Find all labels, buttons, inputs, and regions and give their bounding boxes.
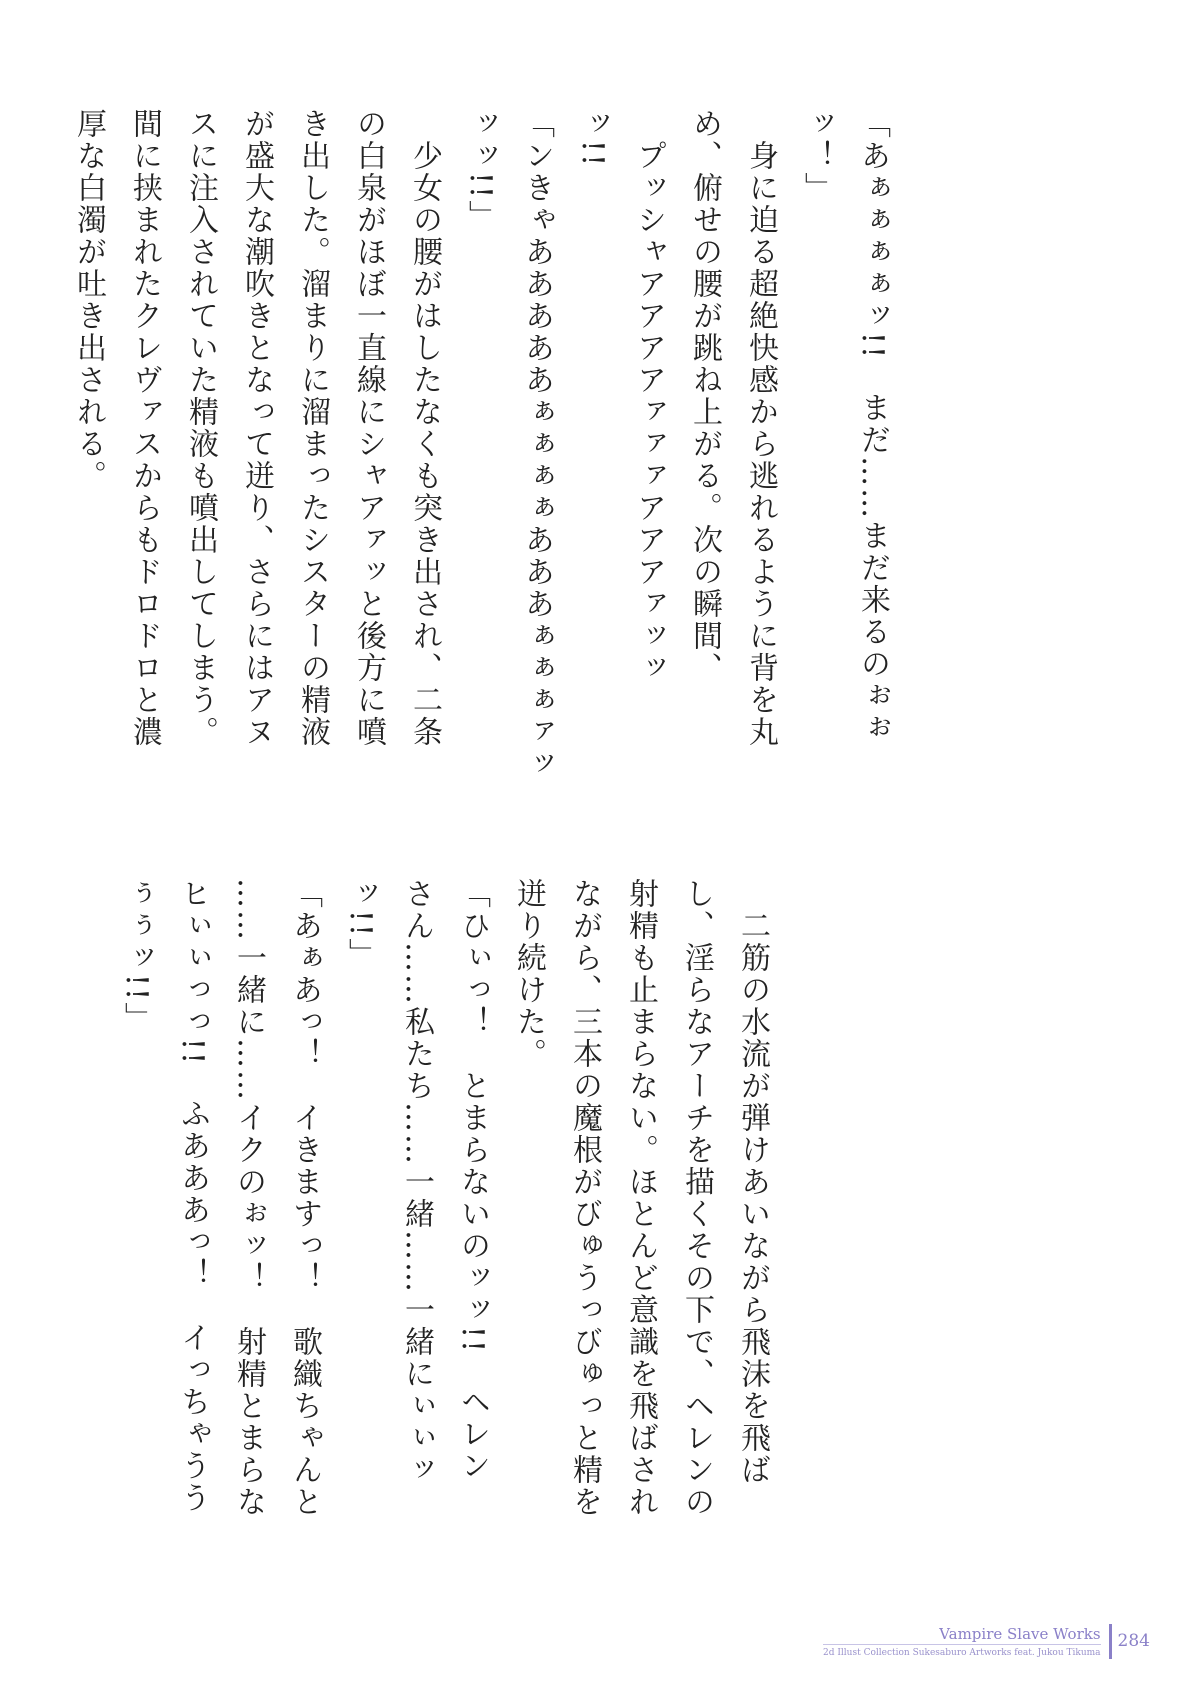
text-line: 迸り続けた。 bbox=[511, 878, 546, 1070]
text-block-bottom bbox=[108, 878, 780, 1598]
footer-subtitle: 2d Illust Collection Sukesaburo Artworks feat. Jukou Tikuma bbox=[823, 1644, 1101, 1659]
text-line: ッ！」 bbox=[799, 108, 834, 204]
text-line: ヒぃぃっっ!! ふあああっ！ イっちゃうう bbox=[175, 878, 210, 1515]
text-line: 少女の腰がはしたなくも突き出され、二条 bbox=[407, 108, 442, 748]
page-footer bbox=[823, 1624, 1150, 1659]
text-line: 厚な白濁が吐き出される。 bbox=[71, 108, 106, 492]
text-line: 「あぁぁぁぁッ!! まだ……まだ来るのぉぉ bbox=[855, 108, 890, 745]
text-block-top bbox=[60, 108, 900, 828]
footer-title: Vampire Slave Works bbox=[939, 1625, 1101, 1643]
text-line: ながら、三本の魔根がびゅうっびゅっと精を bbox=[567, 878, 602, 1518]
text-line: 間に挟まれたクレヴァスからもドロドロと濃 bbox=[127, 108, 162, 748]
text-line: し、淫らなアーチを描くその下で、ヘレンの bbox=[679, 878, 714, 1518]
text-line: の白泉がほぼ一直線にシャアァッと後方に噴 bbox=[351, 108, 386, 748]
text-line: さん……私たち……一緒……一緒にぃぃッ bbox=[399, 878, 434, 1486]
footer-divider bbox=[1109, 1624, 1112, 1659]
text-line: 二筋の水流が弾けあいながら飛沫を飛ば bbox=[735, 878, 770, 1486]
text-line: 身に迫る超絶快感から逃れるように背を丸 bbox=[743, 108, 778, 748]
text-line: 「ンきゃあああああぁぁぁぁあああぁぁぁァッ bbox=[519, 108, 554, 780]
text-line: ッ!! bbox=[575, 108, 610, 169]
text-line: ぅぅッ!!」 bbox=[119, 878, 154, 1035]
page-number: 284 bbox=[1117, 1631, 1150, 1651]
text-line: 「あぁあっ！ イきますっ！ 歌織ちゃんと bbox=[287, 878, 322, 1518]
text-line: め、俯せの腰が跳ね上がる。次の瞬間、 bbox=[687, 108, 722, 684]
text-line: き出した。溜まりに溜まったシスターの精液 bbox=[295, 108, 330, 748]
text-line: ッ!!」 bbox=[343, 878, 378, 971]
text-line: 射精も止まらない。ほとんど意識を飛ばされ bbox=[623, 878, 658, 1518]
text-line: スに注入されていた精液も噴出してしまう。 bbox=[183, 108, 218, 748]
text-line: が盛大な潮吹きとなって迸り、さらにはアヌ bbox=[239, 108, 274, 748]
text-line: ッッ!!」 bbox=[463, 108, 498, 233]
footer-text bbox=[823, 1624, 1109, 1659]
text-line: 「ひぃっ！ とまらないのッッ!! ヘレン bbox=[455, 878, 490, 1483]
text-line: ……一緒に……イクのぉッ！ 射精とまらな bbox=[231, 878, 266, 1518]
text-line: プッシャアアアアァァァアアアァッッ bbox=[631, 108, 666, 684]
